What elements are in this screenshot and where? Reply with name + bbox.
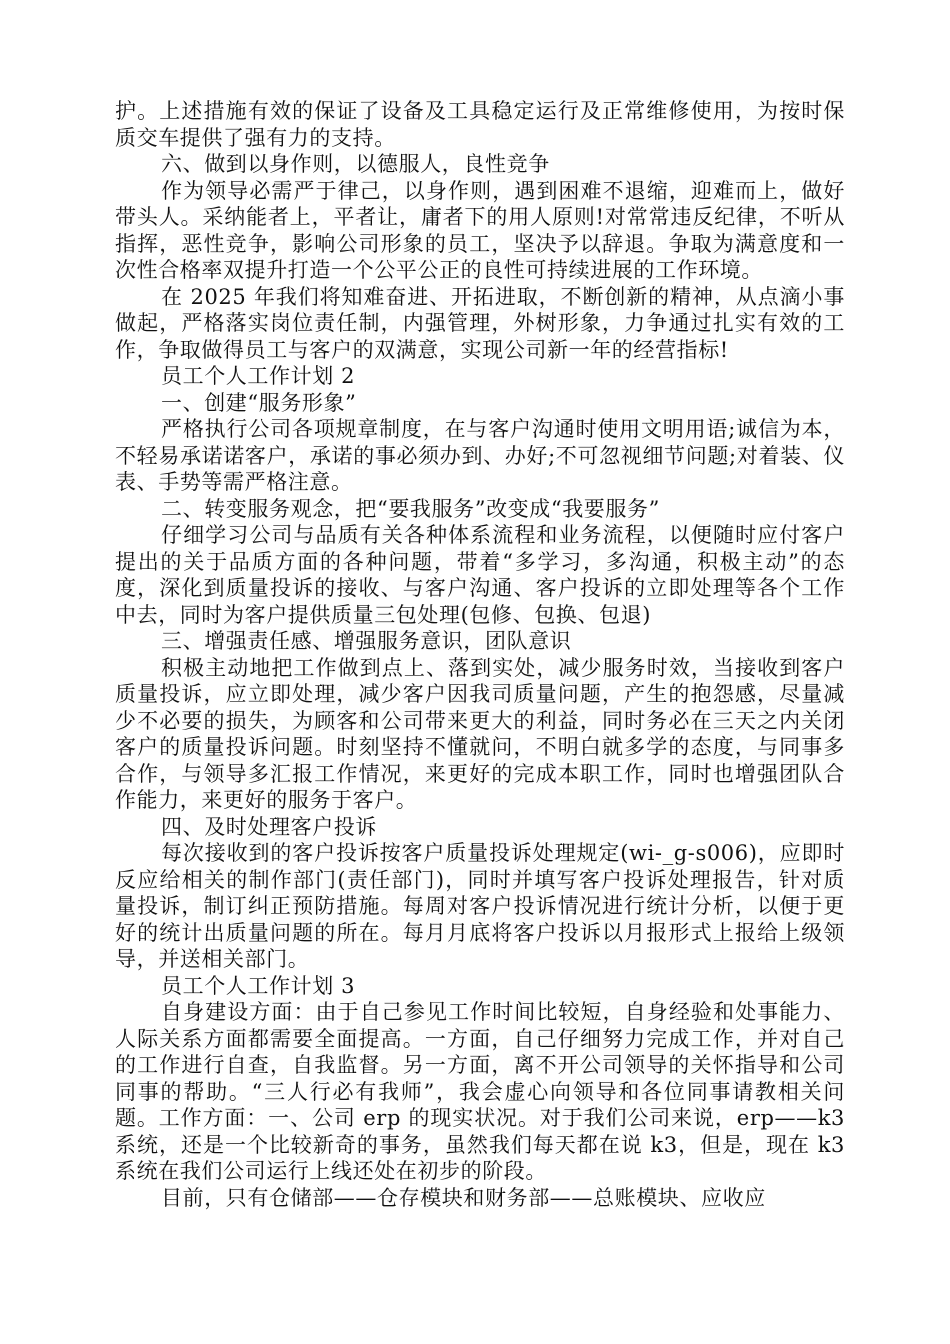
heading-plan-2: 员工个人工作计划 2: [161, 364, 356, 388]
paragraph-proactive-work: 积极主动地把工作做到点上、落到实处，减少服务时效，当接收到客户质量投诉，应立即处理，减少客户因我司质量问题，产生的抱怨感，尽量减少不必要的损失，为顾客和公司带来更大的利益，同时务必在三天之内关闭客户的质量投诉问题。时刻坚持不懂就问，不明白就多学的态度，与同事多合作，与领导多汇报工作情况，来更好的完成本职工作，同时也增强团队合作能力，来更好的服务于客户。: [115, 655, 845, 812]
heading-service-concept: 二、转变服务观念，把“要我服务”改变成“我要服务”: [161, 496, 660, 521]
paragraph-2025-goals: 在 2025 年我们将知难奋进、开拓进取，不断创新的精神，从点滴小事做起，严格落实岗位责任制，内强管理，外树形象，力争通过扎实有效的工作，争取做得员工与客户的双满意，实现公司新一年的经营指标!: [115, 284, 845, 362]
heading-responsibility: 三、增强责任感、增强服务意识，团队意识: [161, 629, 572, 653]
document-page: [115, 98, 845, 1211]
paragraph-study-processes: 仔细学习公司与品质有关各种体系流程和业务流程，以便随时应付客户提出的关于品质方面的各种问题，带着“多学习，多沟通，积极主动”的态度，深化到质量投诉的接收、与客户沟通、客户投诉的立即处理等各个工作中去，同时为客户提供质量三包处理(包修、包换、包退): [115, 523, 845, 627]
paragraph-regulations: 严格执行公司各项规章制度，在与客户沟通时使用文明用语;诚信为本，不轻易承诺诺客户，承诺的事必须办到、办好;不可忽视细节问题;对着装、仪表、手势等需严格注意。: [115, 417, 845, 494]
heading-plan-3: 员工个人工作计划 3: [161, 973, 356, 998]
paragraph-current-status: 目前，只有仓储部——仓存模块和财务部——总账模块、应收应: [161, 1185, 766, 1210]
paragraph-complaint-handling: 每次接收到的客户投诉按客户质量投诉处理规定(wi-_g-s006)，应即时反应给相关的制作部门(责任部门)，同时并填写客户投诉处理报告，针对质量投诉，制订纠正预防措施。每周对客户投诉情况进行统计分析，以便于更好的统计出质量问题的所在。每月月底将客户投诉以月报形式上报给上级领导，并送相关部门。: [115, 841, 845, 971]
heading-section-six: 六、做到以身作则，以德服人，良性竞争: [161, 152, 550, 176]
heading-complaints: 四、及时处理客户投诉: [161, 814, 377, 839]
paragraph-leadership: 作为领导必需严于律己，以身作则，遇到困难不退缩，迎难而上，做好带头人。采纳能者上，平者让，庸者下的用人原则!对常常违反纪律，不听从指挥，恶性竞争，影响公司形象的员工，坚决予以辞退。争取为满意度和一次性合格率双提升打造一个公平公正的良性可持续进展的工作环境。: [115, 178, 845, 282]
heading-service-image: 一、创建“服务形象”: [161, 390, 357, 415]
paragraph-maintenance-summary: 护。上述措施有效的保证了设备及工具稳定运行及正常维修使用，为按时保质交车提供了强有力的支持。: [115, 99, 845, 150]
paragraph-self-development: 自身建设方面：由于自己参见工作时间比较短，自身经验和处事能力、人际关系方面都需要全面提高。一方面，自己仔细努力完成工作，并对自己的工作进行自查，自我监督。另一方面，离不开公司领导的关怀指导和公司同事的帮助。“三人行必有我师”，我会虚心向领导和各位同事请教相关问题。工作方面：一、公司 erp 的现实状况。对于我们公司来说，erp——k3 系统，还是一个比较新奇的事务，虽然我们每天都在说 k3，但是，现在 k3 系统在我们公司运行上线还处在初步的阶段。: [115, 1000, 845, 1183]
